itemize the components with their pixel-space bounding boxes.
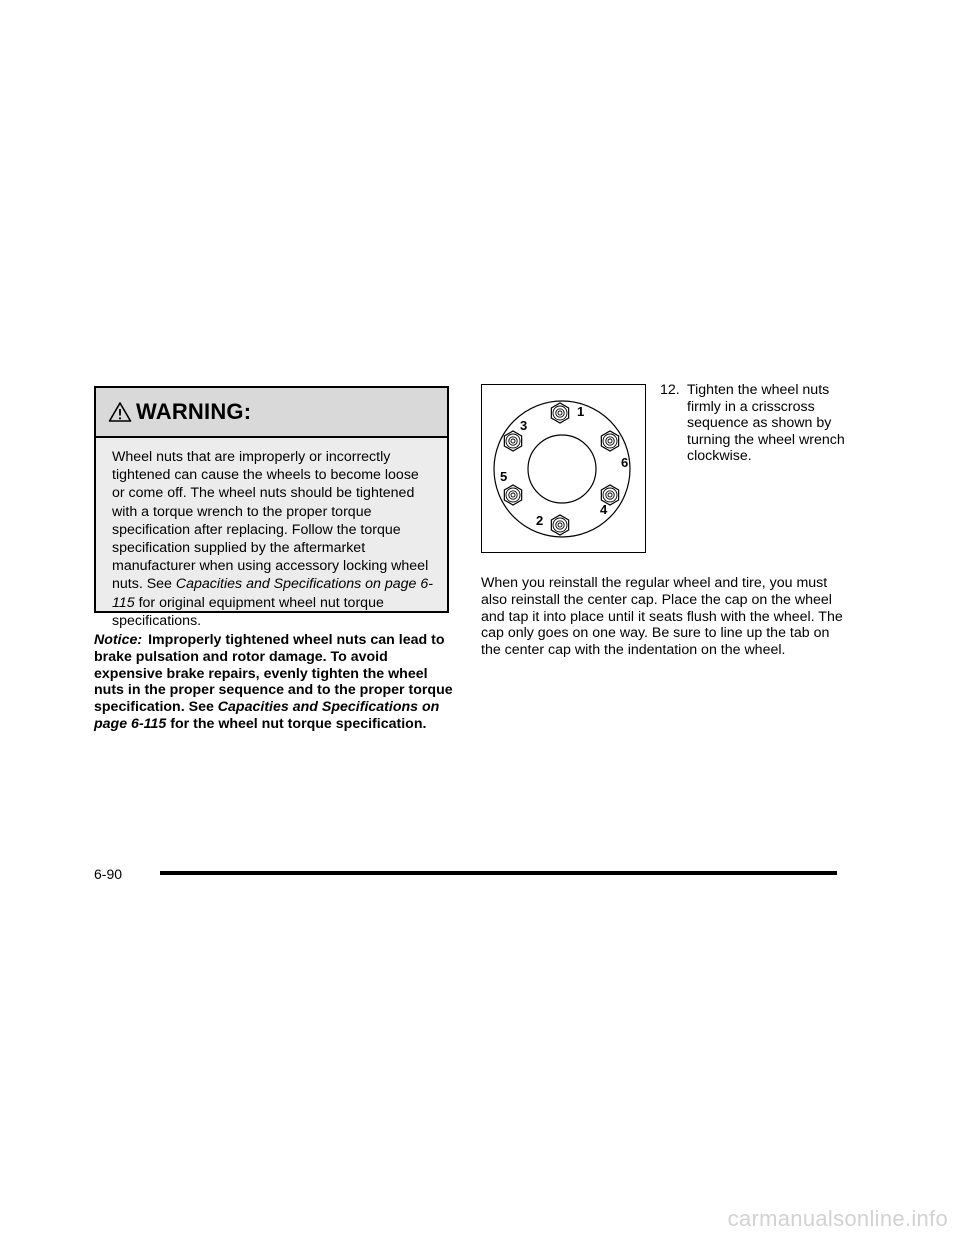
wheel-center-hole [528,435,596,503]
reinstall-paragraph: When you reinstall the regular wheel and tire, you must also reinstall the center cap. Place the cap on the wheel and tap it into place until it seats flush with the wheel. The cap only goes on one way. Be sure to line up the tab on the center cap with the indentation on the wheel. [481,575,843,659]
step-number: 12. [660,382,680,398]
notice-label: Notice: [94,632,143,648]
warning-title: WARNING: [136,399,252,424]
lug-nut-sequence-diagram [481,384,646,553]
nut-label-3: 3 [520,418,528,433]
lug-nut-6 [601,431,618,451]
warning-text-after: for original equipment wheel nut torque specifications. [112,594,384,629]
warning-text: Wheel nuts that are improperly or incorrectly tightened can cause the wheels to become loose or come off. The wheel nuts should be tightened with a torque wrench to the proper torque specification after replacing. Follow the torque specification supplied by the aftermarket manufacturer when using accessory locking wheel nuts. See [112,449,429,593]
lug-nut-1 [551,403,568,423]
warning-triangle-icon [108,401,132,423]
nut-label-4: 4 [600,502,608,517]
notice-xref-link[interactable]: Capacities and Specifications on page 6-115 [94,699,440,732]
footer-rule [160,871,837,875]
page-number: 6-90 [94,866,123,882]
nut-label-2: 2 [536,513,544,528]
step-12 [660,382,860,465]
lug-nut-2 [551,515,568,535]
step-text: Tighten the wheel nuts firmly in a crisscross sequence as shown by turning the wheel wrench clockwise. [687,382,845,464]
warning-header [96,388,447,438]
notice-paragraph [94,632,454,733]
lug-nut-3 [504,431,521,451]
nut-label-1: 1 [577,404,585,419]
notice-text-after: for the wheel nut torque specification. [166,715,427,732]
notice-text: Improperly tightened wheel nuts can lead to brake pulsation and rotor damage. To avoid expensive brake repairs, evenly tighten the wheel nuts in the proper sequence and to the proper torque specification. See [94,632,453,716]
nut-label-6: 6 [621,455,629,470]
nut-label-5: 5 [500,469,508,484]
warning-xref-link[interactable]: Capacities and Specifications on page 6-115 [112,576,434,611]
warning-box [94,386,449,629]
watermark: carmanualsonline.info [727,1206,948,1231]
warning-body [96,438,447,630]
lug-nut-5 [504,485,521,505]
wheel-diagram-svg [482,385,644,551]
